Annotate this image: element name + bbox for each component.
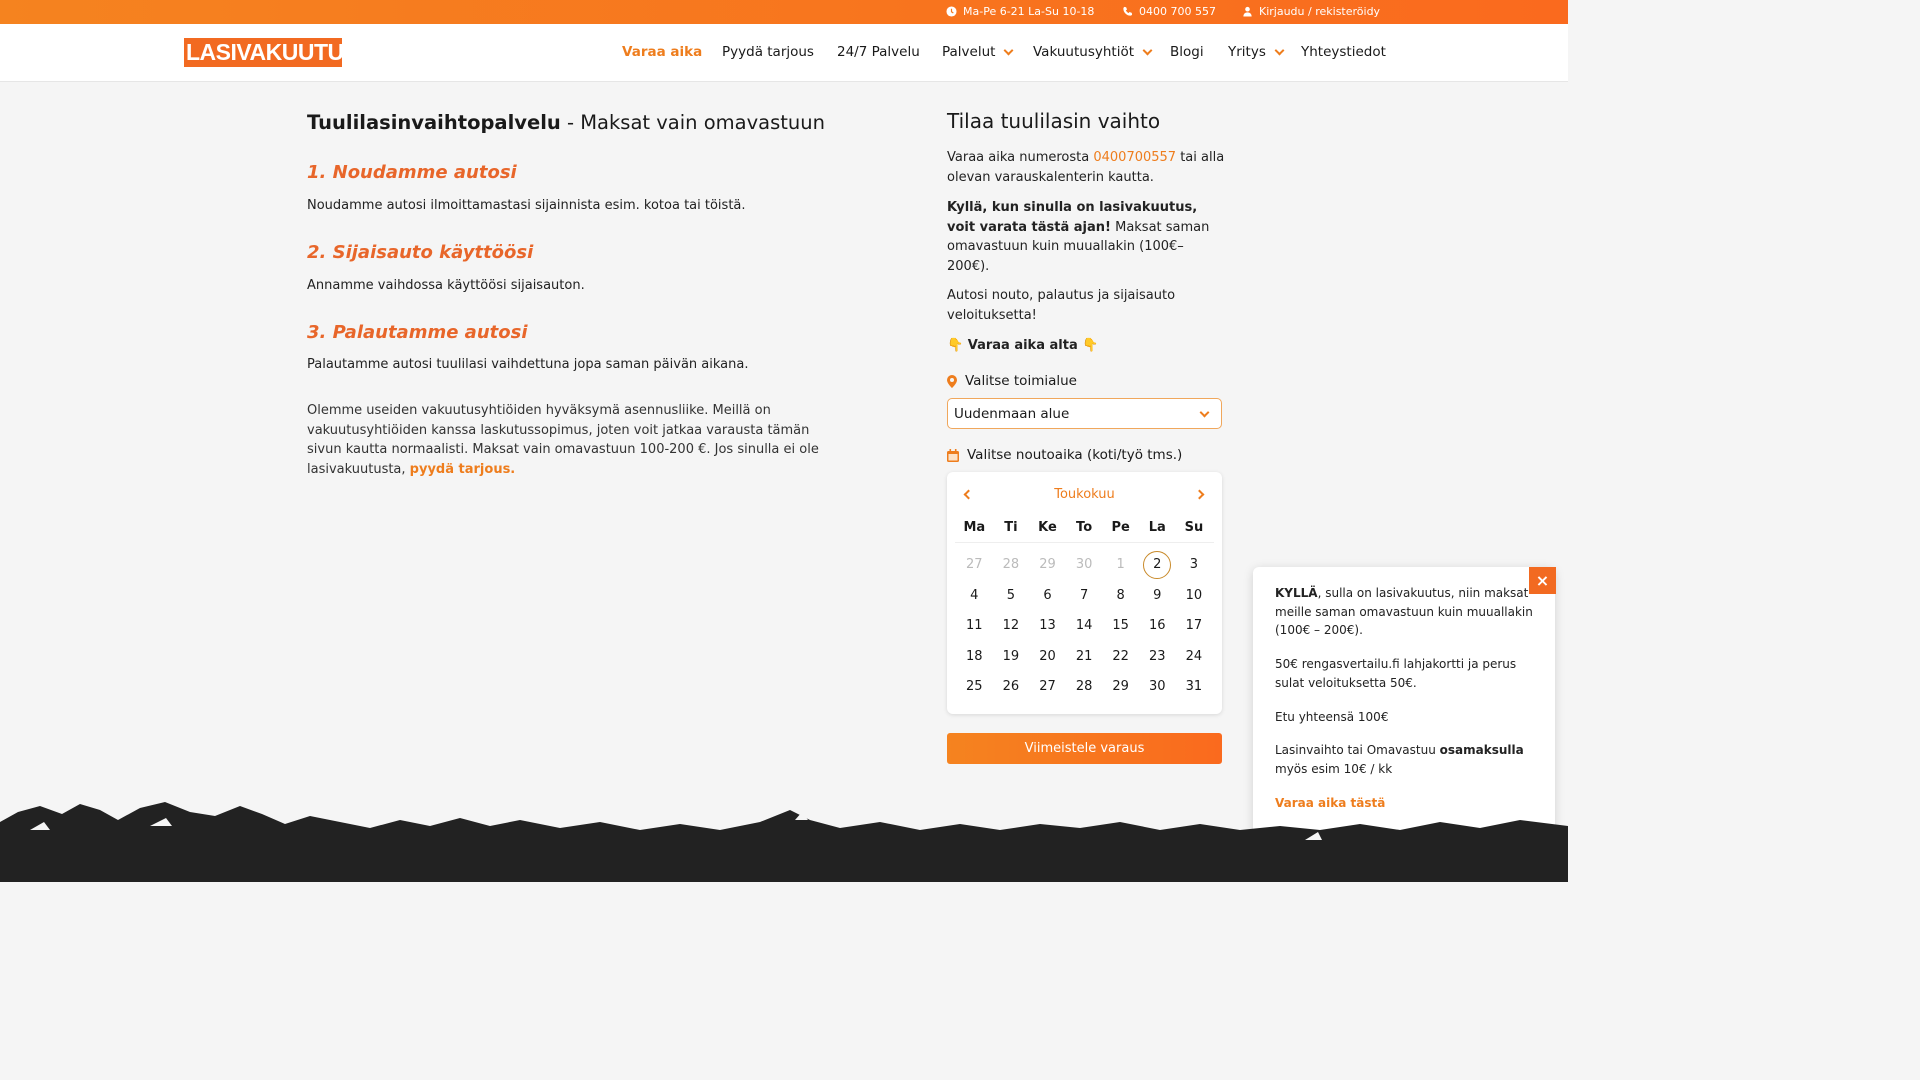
chevron-down-icon xyxy=(1143,45,1153,55)
calendar-day[interactable]: 7 xyxy=(1079,588,1089,603)
site-header xyxy=(0,24,1568,82)
calendar-day[interactable]: 28 xyxy=(1075,679,1093,694)
chevron-down-icon xyxy=(1004,45,1014,55)
close-icon[interactable]: × xyxy=(1529,567,1556,594)
info-paragraph xyxy=(307,401,847,479)
booking-intro-post: tai alla olevan varauskalenterin kautta. xyxy=(947,150,1225,185)
weekday-header: Su xyxy=(1184,520,1204,535)
calendar-day[interactable]: 4 xyxy=(970,588,979,603)
calendar-day[interactable]: 13 xyxy=(1039,618,1056,633)
calendar-day[interactable]: 22 xyxy=(1112,649,1129,664)
pickup-calendar xyxy=(947,472,1222,714)
step1-heading: 1. Noudamme autosi xyxy=(307,162,517,183)
calendar-day[interactable]: 30 xyxy=(1149,679,1166,694)
pickup-time-label xyxy=(947,447,1182,463)
opening-hours xyxy=(946,5,1094,18)
calendar-day[interactable]: 23 xyxy=(1149,649,1166,664)
popup-total-text: Etu yhteensä 100€ xyxy=(1275,710,1389,724)
calendar-day[interactable]: 27 xyxy=(1039,679,1056,694)
footer-mountains xyxy=(0,800,1568,882)
login-text: Kirjaudu / rekisteröidy xyxy=(1259,5,1381,18)
booking-insurance-bold: Kyllä, kun sinulla on lasivakuutus, voit varata tästä ajan! xyxy=(947,200,1198,235)
popup-yes-bold: KYLLÄ xyxy=(1275,586,1318,600)
weekday-header: Pe xyxy=(1111,520,1130,535)
popup-installment-pre: Lasinvaihto tai Omavastuu xyxy=(1275,743,1440,757)
login-link[interactable] xyxy=(1242,5,1380,18)
booking-intro xyxy=(947,148,1225,187)
booking-phone-link[interactable]: 0400700557 xyxy=(1093,150,1177,165)
nav-contact[interactable]: Yhteystiedot xyxy=(1301,44,1386,60)
pointing-down-icon: 👇 xyxy=(1082,338,1099,353)
booking-insurance-rest: Maksat saman omavastuun kuin muuallakin (100€–200€). xyxy=(947,219,1210,274)
popup-installment-post: myös esim 10€ / kk xyxy=(1275,761,1393,776)
calendar-day[interactable]: 11 xyxy=(966,618,983,633)
step2-heading: 2. Sijaisauto käyttöösi xyxy=(307,242,534,263)
location-pin-icon xyxy=(947,375,957,388)
pointing-down-icon: 👇 xyxy=(947,338,964,353)
top-bar xyxy=(0,0,1568,24)
calendar-day[interactable]: 5 xyxy=(1006,588,1016,603)
weekday-header: Ma xyxy=(963,520,986,535)
calendar-day[interactable]: 9 xyxy=(1153,588,1162,603)
booking-cta-text: Varaa aika alta xyxy=(967,338,1078,353)
page-title-bold: Tuulilasinvaihtopalvelu xyxy=(307,111,561,134)
calendar-day[interactable]: 14 xyxy=(1075,618,1093,633)
page-title xyxy=(307,111,825,134)
calendar-day[interactable]: 16 xyxy=(1149,618,1166,633)
nav-services[interactable] xyxy=(942,44,1012,60)
popup-insurance-text xyxy=(1275,584,1537,640)
popup-giftcard-text: 50€ rengasvertailu.fi lahjakortti ja perus sulat veloituksetta 50€. xyxy=(1275,657,1517,690)
phone-link[interactable] xyxy=(1122,5,1216,18)
calendar-day[interactable]: 25 xyxy=(966,679,983,694)
booking-intro-pre: Varaa aika numerosta xyxy=(947,150,1094,165)
nav-company-label: Yritys xyxy=(1228,44,1266,60)
calendar-day[interactable]: 3 xyxy=(1189,557,1199,572)
calendar-day[interactable]: 24 xyxy=(1185,649,1203,664)
calendar-day[interactable]: 29 xyxy=(1112,679,1129,694)
booking-insurance-text xyxy=(947,198,1225,276)
weekday-header: To xyxy=(1076,520,1093,535)
calendar-day: 29 xyxy=(1039,557,1056,572)
nav-services-label: Palvelut xyxy=(942,44,996,60)
calendar-day[interactable]: 19 xyxy=(1002,649,1020,664)
calendar-day[interactable]: 12 xyxy=(1002,618,1020,633)
step3-heading: 3. Palautamme autosi xyxy=(307,322,528,343)
calendar-month: Toukokuu xyxy=(1054,487,1115,502)
booking-free-text: Autosi nouto, palautus ja sijaisauto veloituksetta! xyxy=(947,288,1176,323)
page-title-rest: - Maksat vain omavastuun xyxy=(560,111,825,134)
calendar-day[interactable]: 26 xyxy=(1002,679,1020,694)
nav-247-service[interactable]: 24/7 Palvelu xyxy=(837,44,920,60)
site-logo[interactable]: LASIVAKUUTUS.FI xyxy=(186,39,384,65)
area-select[interactable] xyxy=(947,398,1222,429)
weekday-header: La xyxy=(1148,520,1166,535)
popup-book-link[interactable]: Varaa aika tästä xyxy=(1275,796,1386,810)
info-text: Olemme useiden vakuutusyhtiöiden hyväksymä asennusliike. Meillä on vakuutusyhtiöiden kanssa laskutussopimus, joten voit jatkaa varausta tämän sivun kautta normaalisti. Maksat vain omavastuun 100-200 €. Jos sinulla ei ole lasivakuutusta, xyxy=(307,403,819,477)
phone-icon xyxy=(1122,6,1133,17)
calendar-day[interactable]: 17 xyxy=(1185,618,1203,633)
area-label xyxy=(947,373,1077,389)
step1-text: Noudamme autosi ilmoittamastasi sijainnista esim. kotoa tai töistä. xyxy=(307,198,746,213)
calendar-day[interactable]: 6 xyxy=(1043,588,1052,603)
popup-insurance-rest: , sulla on lasivakuutus, niin maksat meille saman omavastuun kuin muuallakin (100€ – 200€). xyxy=(1275,586,1533,637)
chevron-down-icon xyxy=(1274,45,1284,55)
weekday-header: Ke xyxy=(1038,520,1057,535)
calendar-day[interactable]: 18 xyxy=(966,649,983,664)
calendar-day[interactable]: 31 xyxy=(1185,679,1203,694)
weekday-header: Ti xyxy=(1004,520,1018,535)
calendar-day-selected[interactable]: 2 xyxy=(1143,551,1171,579)
calendar-day: 1 xyxy=(1116,557,1125,572)
complete-booking-button[interactable]: Viimeistele varaus xyxy=(947,733,1222,764)
area-select-value: Uudenmaan alue xyxy=(954,406,1070,422)
calendar-icon xyxy=(947,449,959,462)
calendar-divider xyxy=(955,542,1214,543)
request-quote-link[interactable]: pyydä tarjous. xyxy=(409,461,516,477)
clock-icon xyxy=(946,6,957,17)
nav-quote[interactable]: Pyydä tarjous xyxy=(722,44,814,60)
popup-installment-bold: osamaksulla xyxy=(1439,743,1524,757)
booking-cta xyxy=(947,336,1225,356)
nav-book[interactable]: Varaa aika xyxy=(622,44,703,60)
area-label-text: Valitse toimialue xyxy=(965,373,1077,389)
phone-text: 0400 700 557 xyxy=(1139,5,1216,18)
calendar-day[interactable]: 21 xyxy=(1075,649,1093,664)
hours-text: Ma-Pe 6-21 La-Su 10-18 xyxy=(963,5,1095,18)
step2-text: Annamme vaihdossa käyttöösi sijaisauton. xyxy=(307,278,585,293)
calendar-day[interactable]: 20 xyxy=(1039,649,1056,664)
user-icon xyxy=(1242,6,1253,17)
nav-insurers-label: Vakuutusyhtiöt xyxy=(1033,44,1134,60)
booking-title: Tilaa tuulilasin vaihto xyxy=(947,109,1161,133)
step3-text: Palautamme autosi tuulilasi vaihdettuna jopa saman päivän aikana. xyxy=(307,357,749,372)
pickup-time-label-text: Valitse noutoaika (koti/työ tms.) xyxy=(967,447,1183,463)
nav-company[interactable] xyxy=(1228,44,1283,60)
calendar-day: 28 xyxy=(1002,557,1020,572)
chevron-down-icon xyxy=(1200,408,1210,418)
popup-installment-text xyxy=(1275,741,1537,778)
calendar-day[interactable]: 15 xyxy=(1112,618,1129,633)
nav-insurers[interactable] xyxy=(1033,44,1151,60)
calendar-day[interactable]: 10 xyxy=(1185,588,1203,603)
calendar-day[interactable]: 8 xyxy=(1116,588,1125,603)
nav-blog[interactable]: Blogi xyxy=(1170,44,1204,60)
calendar-day: 27 xyxy=(966,557,983,572)
calendar-day: 30 xyxy=(1075,557,1093,572)
